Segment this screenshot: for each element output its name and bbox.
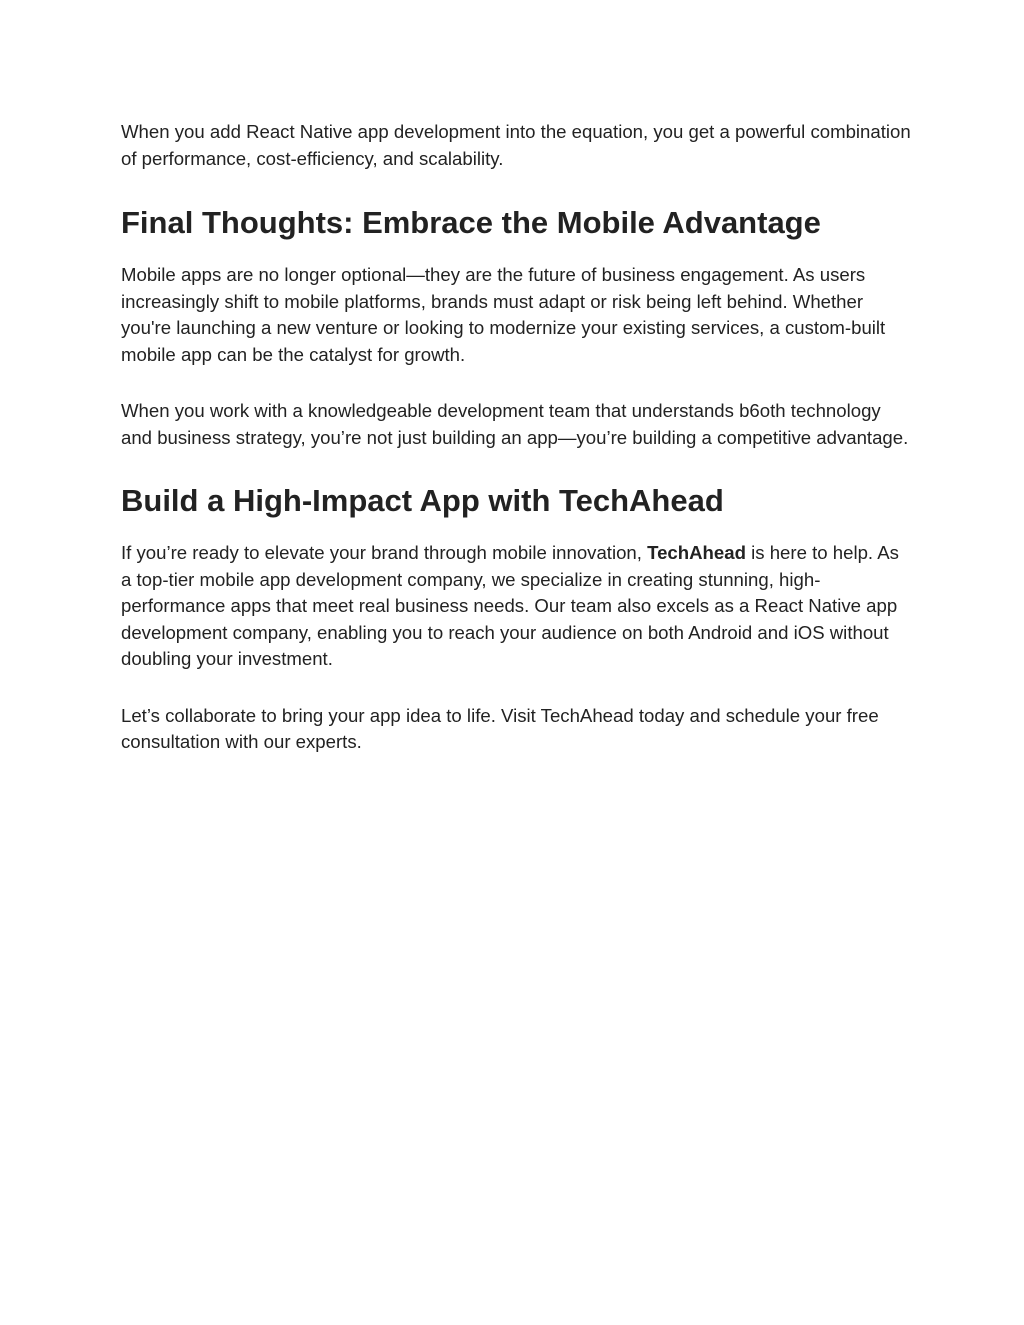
document-page <box>121 119 911 756</box>
development-team-paragraph: When you work with a knowledgeable development team that understands b6oth technology and business strategy, you’re not just building an app—you’re building a competitive advantage. <box>121 400 909 448</box>
intro-paragraph: When you add React Native app development into the equation, you get a powerful combination of performance, cost-efficiency, and scalability. <box>121 121 911 169</box>
mobile-advantage-paragraph: Mobile apps are no longer optional—they are the future of business engagement. As users increasingly shift to mobile platforms, brands must adapt or risk being left behind. Whether you're launching a new venture or looking to modernize your existing services, a custom-built mobile app can be the catalyst for growth. <box>121 264 886 365</box>
techahead-paragraph <box>121 540 911 673</box>
call-to-action-paragraph: Let’s collaborate to bring your app idea to life. Visit TechAhead today and schedule your free consultation with our experts. <box>121 704 879 752</box>
build-app-heading: Build a High-Impact App with TechAhead <box>121 483 724 518</box>
final-thoughts-heading: Final Thoughts: Embrace the Mobile Advantage <box>121 205 821 240</box>
techahead-brand-name: TechAhead <box>647 542 746 563</box>
techahead-paragraph-rest: is here to help. As a top-tier mobile app development company, we specialize in creating stunning, high-performance apps that meet real business needs. Our team also excels as a React Native app development company, enabling you to reach your audience on both Android and iOS without doubling your investment. <box>121 542 899 669</box>
techahead-paragraph-lead: If you’re ready to elevate your brand through mobile innovation, <box>121 542 648 563</box>
